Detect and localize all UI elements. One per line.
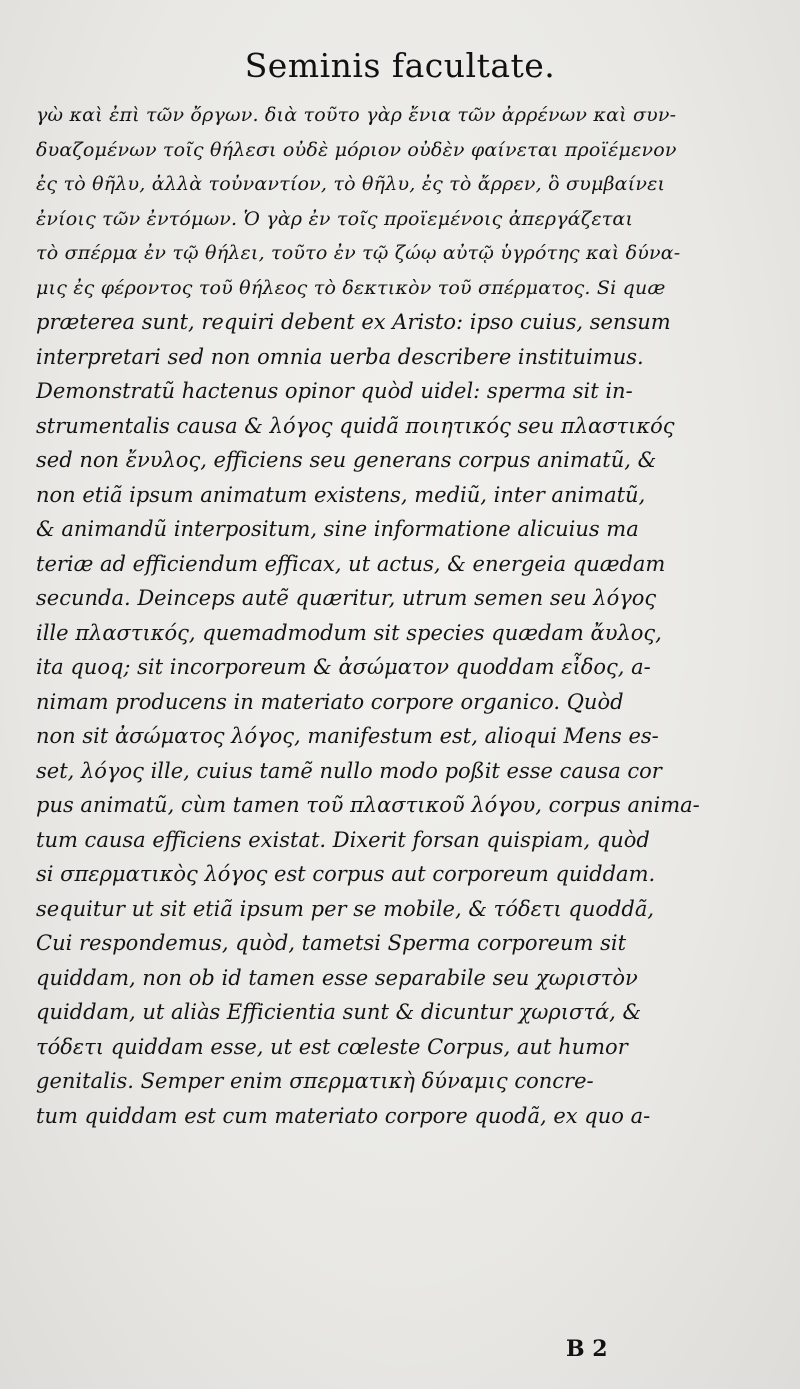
text-line: præterea sunt, requiri debent ex Aristo: ipso cuius, sensum [36, 310, 671, 334]
text-line: & animandũ interpositum, sine informatione alicuius ma [36, 517, 639, 541]
text-line: γὼ καὶ ἐπὶ τῶν ὄργων. διὰ τοῦτο γὰρ ἔνια τῶν ἀρρένων καὶ συν- [36, 104, 677, 126]
text-line: nimam producens in materiato corpore organico. Quòd [36, 689, 624, 714]
text-line: sed non ἔνυλος, efficiens seu generans corpus animatũ, & [36, 448, 657, 472]
running-head: Seminis facultate. [244, 46, 556, 85]
text-line: sequitur ut sit etiã ipsum per se mobile, & τόδετι quoddã, [36, 896, 655, 921]
text-line: ἐς τὸ θῆλυ, ἀλλὰ τοὐναντίον, τὸ θῆλυ, ἐς τὸ ἄρρεν, ὃ συμβαίνει [36, 173, 666, 195]
text-line: pus animatũ, cùm tamen τοῦ πλαστικοῦ λόγου, corpus anima- [36, 793, 700, 817]
text-line: teriæ ad efficiendum efficax, ut actus, & energeia quædam [36, 551, 666, 576]
text-line: μις ἐς φέροντος τοῦ θήλεος τὸ δεκτικὸν τοῦ σπέρματος. Si quæ [36, 276, 666, 299]
text-line: tum quiddam est cum materiato corpore quodã, ex quo a- [36, 1103, 651, 1128]
text-line: ille πλαστικός, quemadmodum sit species quædam ἄυλος, [36, 620, 662, 645]
text-line: δυαζομένων τοῖς θήλεσι οὐδὲ μόριον οὐδὲν φαίνεται προϊέμενον [36, 138, 677, 161]
text-line: quiddam, ut aliàs Efficientia sunt & dicuntur χωριστά, & [36, 1000, 642, 1024]
text-line: secunda. Deinceps autẽ quæritur, utrum semen seu λόγος [36, 586, 657, 610]
text-line: non sit ἀσώματος λόγος, manifestum est, alioqui Mens es- [36, 724, 659, 748]
text-block [36, 98, 771, 1133]
text-line: si σπερματικὸς λόγος est corpus aut corporeum quiddam. [36, 862, 656, 886]
text-line: Cui respondemus, quòd, tametsi Sperma corporeum sit [36, 931, 627, 955]
text-line: interpretari sed non omnia uerba describere instituimus. [36, 344, 644, 369]
text-line: τὸ σπέρμα ἐν τῷ θήλει, τοῦτο ἐν τῷ ζώῳ αὐτῷ ὑγρότης καὶ δύνα- [36, 242, 681, 264]
signature-mark: B 2 [566, 1336, 608, 1362]
text-line: genitalis. Semper enim σπερματικὴ δύναμις concre- [36, 1069, 594, 1093]
text-line: strumentalis causa & λόγος quidã ποιητικός seu πλαστικός [36, 413, 675, 438]
text-line: ἐνίοις τῶν ἐντόμων. Ὁ γὰρ ἐν τοῖς προϊεμένοις ἀπεργάζεται [36, 207, 634, 230]
text-line: quiddam, non ob id tamen esse separabile seu χωριστὸν [36, 965, 638, 990]
text-line: set, λόγος ille, cuius tamẽ nullo modo poßit esse causa cor [36, 758, 662, 783]
text-line: Demonstratũ hactenus opinor quòd uidel: sperma sit in- [36, 379, 633, 403]
text-line: tum causa efficiens existat. Dixerit forsan quispiam, quòd [36, 827, 650, 852]
text-line: ita quoq; sit incorporeum & ἀσώματον quoddam εἶδος, a- [36, 655, 651, 679]
text-line: non etiã ipsum animatum existens, mediũ, inter animatũ, [36, 482, 646, 507]
text-line: τόδετι quiddam esse, ut est cœleste Corpus, aut humor [36, 1034, 628, 1059]
